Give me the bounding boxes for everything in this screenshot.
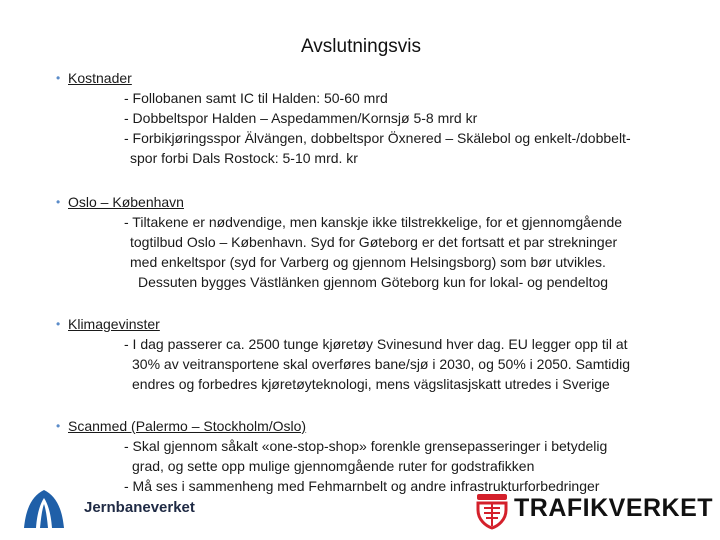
section-line: - Dobbeltspor Halden – Aspedammen/Kornsjø 5-8 mrd kr	[124, 110, 478, 126]
trafikverket-wordmark: TRAFIKVERKET	[514, 494, 714, 522]
bullet-icon: •	[56, 317, 61, 331]
jernbaneverket-wordmark: Jernbaneverket	[84, 499, 195, 516]
jernbaneverket-logo	[22, 486, 212, 532]
bullet-icon: •	[56, 195, 61, 209]
section-heading: Kostnader	[68, 70, 132, 86]
bullet-icon: •	[56, 419, 61, 433]
section-line: Dessuten bygges Västlänken gjennom Göteborg kun for lokal- og pendeltog	[138, 274, 609, 290]
section-line: - Follobanen samt IC til Halden: 50-60 mrd	[124, 90, 388, 106]
section-kostnader	[56, 68, 696, 168]
section-line: - Tiltakene er nødvendige, men kanskje ikke tilstrekkelige, for et gjennomgående	[124, 214, 623, 230]
section-line: spor forbi Dals Rostock: 5-10 mrd. kr	[130, 150, 358, 166]
jernbaneverket-emblem-icon	[22, 486, 66, 532]
section-oslo-kobenhavn	[56, 192, 696, 292]
section-line: - I dag passerer ca. 2500 tunge kjøretøy Svinesund hver dag. EU legger opp til at	[124, 336, 628, 352]
slide-title: Avslutningsvis	[300, 36, 422, 57]
section-line: endres og forbedres kjøretøyteknologi, mens vägslitasjskatt utredes i Sverige	[132, 376, 610, 392]
section-line: togtilbud Oslo – København. Syd for Gøteborg er det fortsatt et par strekninger	[130, 234, 618, 250]
trafikverket-emblem-icon	[474, 492, 510, 530]
section-line: - Skal gjennom såkalt «one-stop-shop» forenkle grensepasseringer i betydelig	[124, 438, 608, 454]
section-line: med enkeltspor (syd for Varberg og gjennom Helsingsborg) som bør utvikles.	[130, 254, 606, 270]
section-line: - Forbikjøringsspor Älvängen, dobbeltspor Öxnered – Skälebol og enkelt-/dobbelt-	[124, 130, 631, 146]
trafikverket-logo	[474, 492, 714, 532]
section-heading: Scanmed (Palermo – Stockholm/Oslo)	[68, 418, 307, 434]
section-line: 30% av veitransportene skal overføres bane/sjø i 2030, og 50% i 2050. Samtidig	[132, 356, 631, 372]
section-line: grad, og sette opp mulige gjennomgående ruter for godstrafikken	[132, 458, 535, 474]
section-klimagevinster	[56, 314, 696, 394]
section-line: - Må ses i sammenheng med Fehmarnbelt og andre infrastrukturforbedringer	[124, 478, 600, 494]
bullet-icon: •	[56, 71, 61, 85]
section-heading: Klimagevinster	[68, 316, 160, 332]
section-scanmed	[56, 416, 696, 496]
section-heading: Oslo – København	[68, 194, 184, 210]
